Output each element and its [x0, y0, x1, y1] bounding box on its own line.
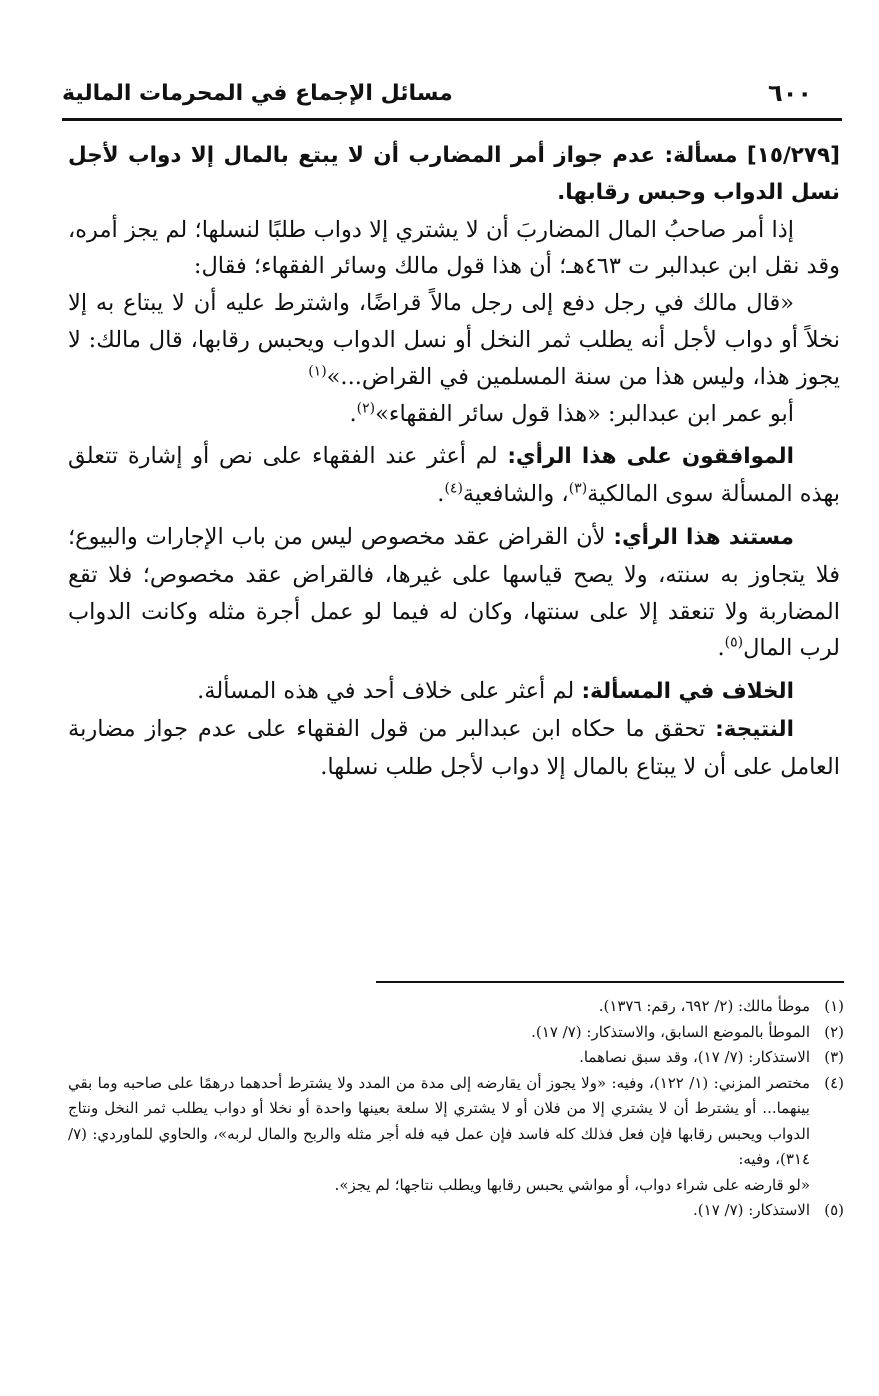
ibn-abdulbar-text: أبو عمر ابن عبدالبر: «هذا قول سائر الفقهاء» [375, 400, 794, 427]
basis-text: لأن القراض عقد مخصوص ليس من باب الإجارات والبيوع؛ فلا يتجاوز به سنته، ولا يصح قياسها على غيرها، فالقراض عقد مخصوص؛ فلا تقع المضاربة ولا تنعقد إلا على سنتها، وكان له فيما لو عمل أجرة مثله وكانت الدواب لرب المال [68, 523, 840, 662]
footnote-ref: (٣) [568, 480, 588, 497]
page-number: ٦٠٠ [768, 79, 812, 107]
footnote-item [68, 1198, 844, 1224]
footnote-number: (١) [824, 997, 844, 1015]
footnote-text: الاستذكار: (٧/ ١٧)، وقد سبق نصاهما. [579, 1048, 810, 1066]
main-text [68, 138, 840, 786]
running-title: مسائل الإجماع في المحرمات المالية [62, 80, 453, 106]
issue-title: [١٥/٢٧٩] مسألة: عدم جواز أمر المضارب أن لا يبتع بالمال إلا دواب لأجل نسل الدواب وحبس رقابها. [68, 143, 840, 205]
section-label: الموافقون على هذا الرأي: [507, 444, 794, 470]
punctuation: . [717, 635, 725, 662]
footnote-text: الاستذكار: (٧/ ١٧). [693, 1201, 810, 1219]
footnote-continuation: «لو قارضه على شراء دواب، أو مواشي يحبس رقابها ويطلب نتاجها؛ لم يجز». [334, 1175, 810, 1194]
agreeing-text-b: ، والشافعية [462, 481, 569, 508]
punctuation: . [349, 400, 357, 427]
header-divider [62, 118, 842, 121]
footnote-number: (٤) [824, 1073, 844, 1092]
footnote-divider [376, 981, 844, 983]
quote-text: «قال مالك في رجل دفع إلى رجل مالاً قراضًا، واشترط عليه أن لا يبتاع به إلا نخلاً أو دواب لأجل أنه يطلب ثمر النخل أو نسل الدواب ويحبس رقابها، قال مالك: لا يجوز هذا، وليس هذا من سنة المسلمين في القراض...» [68, 290, 840, 390]
footnote-ref: (٥) [724, 634, 744, 651]
paragraph-basis [68, 519, 840, 667]
disagreement-text: لم أعثر على خلاف أحد في هذه المسألة. [197, 678, 575, 705]
page-header [62, 70, 842, 116]
footnote-text: الموطأ بالموضع السابق، والاستذكار: (٧/ ١٧). [531, 1022, 810, 1041]
footnote-item [68, 1071, 844, 1173]
paragraph-intro: إذا أمر صاحبُ المال المضاربَ أن لا يشتري إلا دواب طلبًا لنسلها؛ لم يجز أمره، وقد نقل ابن عبدالبر ت ٤٦٣هـ؛ أن هذا قول مالك وسائر الفقهاء؛ فقال: [68, 216, 840, 280]
footnote-item [68, 1045, 844, 1071]
section-label: مستند هذا الرأي: [613, 524, 794, 550]
section-label: الخلاف في المسألة: [581, 679, 794, 705]
result-text: تحقق ما حكاه ابن عبدالبر من قول الفقهاء على عدم جواز مضاربة العامل على أن لا يبتاع بالمال إلا دواب لأجل طلب نسلها. [68, 715, 840, 780]
footnote-number: (٣) [824, 1048, 844, 1066]
footnote-item [68, 994, 844, 1020]
footnote-ref: (١) [308, 363, 327, 380]
footnote-number: (٥) [824, 1201, 844, 1219]
paragraph-result [68, 711, 840, 786]
footnote-ref: (٢) [356, 400, 376, 417]
footnote-item [68, 1020, 844, 1046]
footnote-ref: (٤) [444, 480, 463, 497]
footnote-text: موطأ مالك: (٢/ ٦٩٢، رقم: ١٣٧٦). [598, 997, 810, 1015]
punctuation: . [437, 481, 445, 508]
footnotes [68, 994, 844, 1224]
paragraph-quote [68, 285, 840, 395]
footnote-number: (٢) [824, 1022, 844, 1041]
paragraph-disagreement [68, 673, 840, 711]
section-label: النتيجة: [715, 716, 794, 742]
paragraph-ibn-abdulbar [68, 396, 840, 433]
paragraph-agreeing [68, 438, 840, 513]
footnote-text: مختصر المزني: (١/ ١٢٢)، وفيه: «ولا يجوز أن يقارضه إلى مدة من المدد ولا يشترط أحدهما درهمًا على صاحبه وما بقي بينهما... أو يشترط أن لا يشتري إلا من فلان أو لا يشتري إلا سلعة بعينها واحدة أو نخلا أو دواب يطلب ثمر النخل ونتاج الدواب ويحبس رقابها فإن فعل فذلك كله فاسد فإن عمل فيه فله أجر مثله والربح والمال لربه»، والحاوي للماوردي: (٧/ ٣١٤)، وفيه: [68, 1073, 811, 1168]
agreeing-text-a: لم أعثر عند الفقهاء على نص أو إشارة تتعلق بهذه المسألة سوى المالكية [68, 443, 840, 508]
